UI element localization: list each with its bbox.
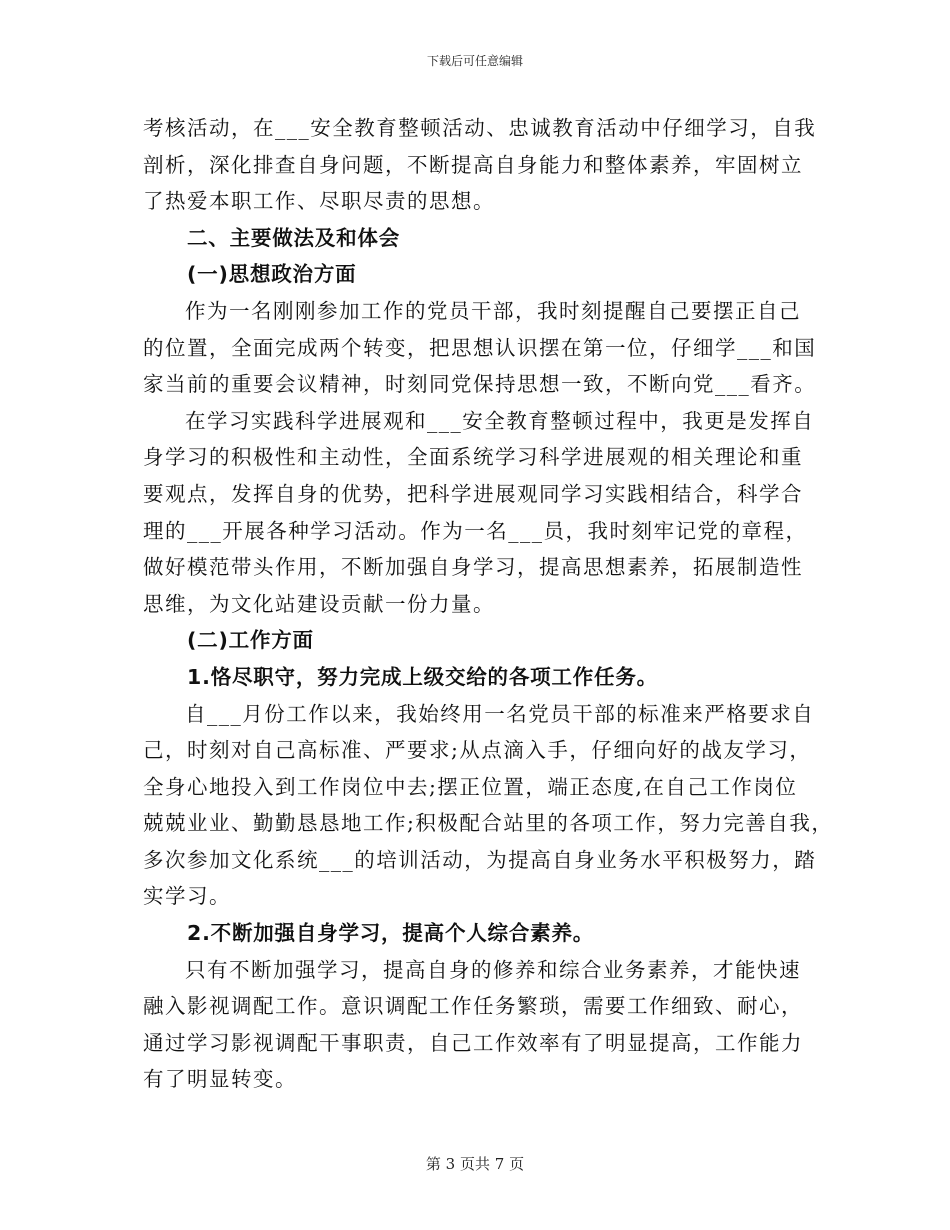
item-heading: 2.不断加强自身学习，提高个人综合素养。 (187, 921, 595, 946)
paragraph-line: 通过学习影视调配干事职责，自己工作效率有了明显提高，工作能力 (143, 1030, 803, 1055)
paragraph-line: 己，时刻对自己高标准、严要求;从点滴入手，仔细向好的战友学习， (143, 738, 812, 763)
paragraph-line: 实学习。 (143, 884, 231, 909)
paragraph-line: 做好模范带头作用，不断加强自身学习，提高思想素养，拓展制造性 (143, 555, 803, 580)
paragraph-line: 了热爱本职工作、尽职尽责的思想。 (143, 189, 495, 214)
paragraph-line: 有了明显转变。 (143, 1067, 297, 1092)
paragraph-line: 兢兢业业、勤勤恳恳地工作;积极配合站里的各项工作，努力完善自我， (143, 811, 834, 836)
subsection-heading: (一)思想政治方面 (187, 262, 357, 287)
section-heading: 二、主要做法及和体会 (187, 225, 400, 250)
item-heading: 1.恪尽职守，努力完成上级交给的各项工作任务。 (187, 664, 658, 689)
paragraph-line: 身学习的积极性和主动性，全面系统学习科学进展观的相关理论和重 (143, 445, 803, 470)
subsection-heading: (二)工作方面 (187, 628, 314, 653)
paragraph-line: 自___月份工作以来，我始终用一名党员干部的标准来严格要求自 (185, 701, 815, 726)
paragraph-line: 要观点，发挥自身的优势，把科学进展观同学习实践相结合，科学合 (143, 481, 803, 506)
paragraph-line: 作为一名刚刚参加工作的党员干部，我时刻提醒自己要摆正自己 (185, 298, 801, 323)
paragraph-line: 在学习实践科学进展观和___安全教育整顿过程中，我更是发挥自 (185, 408, 815, 433)
paragraph-line: 考核活动，在___安全教育整顿活动、忠诚教育活动中仔细学习，自我 (143, 116, 817, 140)
paragraph-line: 融入影视调配工作。意识调配工作任务繁琐，需要工作细致、耐心， (143, 994, 803, 1019)
paragraph-line: 家当前的重要会议精神，时刻同党保持思想一致，不断向党___看齐。 (143, 372, 817, 397)
paragraph-line: 剖析，深化排查自身问题，不断提高自身能力和整体素养，牢固树立 (143, 152, 803, 177)
page-header: 下载后可任意编辑 (426, 54, 523, 68)
page-footer: 第 3 页共 7 页 (425, 1155, 525, 1173)
paragraph-line: 多次参加文化系统___的培训活动，为提高自身业务水平积极努力，踏 (143, 847, 817, 872)
paragraph-line: 思维，为文化站建设贡献一份力量。 (143, 591, 495, 616)
paragraph-line: 理的___开展各种学习活动。作为一名___员，我时刻牢记党的章程， (143, 518, 808, 543)
paragraph-line: 全身心地投入到工作岗位中去;摆正位置，端正态度,在自己工作岗位 (143, 774, 798, 799)
paragraph-line: 只有不断加强学习，提高自身的修养和综合业务素养，才能快速 (185, 957, 801, 982)
paragraph-line: 的位置，全面完成两个转变，把思想认识摆在第一位，仔细学___和国 (143, 335, 817, 360)
document-body (143, 110, 834, 1098)
